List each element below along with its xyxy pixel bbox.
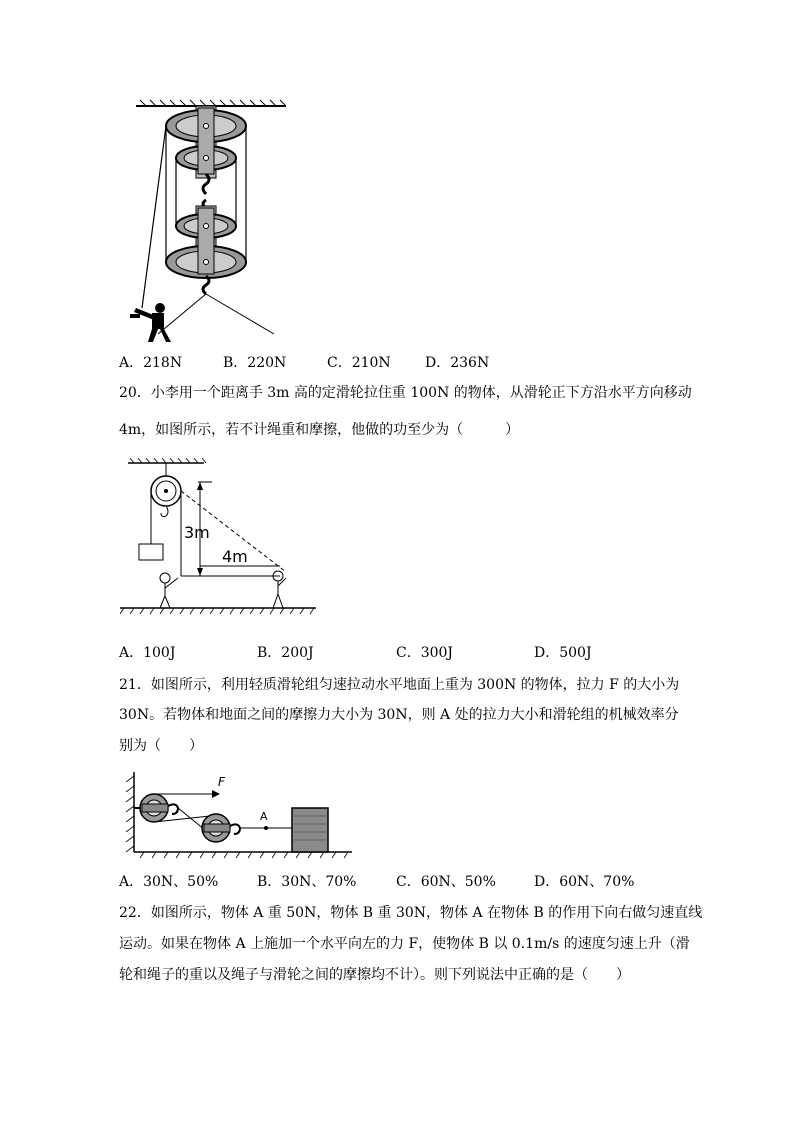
- distance-label: 4m: [222, 547, 248, 566]
- height-label: 3m: [184, 523, 210, 542]
- q20-text-line-2: 4m，如图所示，若不计绳重和摩擦，他做的功至少为（ ）: [119, 422, 520, 438]
- q19-option-b[interactable]: B．220N: [223, 355, 287, 371]
- fixed-pulley-figure: [120, 458, 320, 618]
- q20-option-a[interactable]: A．100J: [119, 645, 176, 661]
- q19-option-a[interactable]: A．218N: [119, 355, 183, 371]
- q21-option-a[interactable]: A．30N、50%: [119, 874, 219, 890]
- pulley-system-figure: [120, 768, 356, 860]
- q20-text-line-1: 20．小李用一个距离手 3m 高的定滑轮拉住重 100N 的物体，从滑轮正下方沿水平方向移动: [119, 385, 692, 401]
- q21-option-d[interactable]: D．60N、70%: [534, 874, 635, 890]
- q21-option-b[interactable]: B．30N、70%: [257, 874, 357, 890]
- q22-text-line-2: 运动。如果在物体 A 上施加一个水平向左的力 F，使物体 B 以 0.1m/s 的速度匀速上升（滑: [119, 936, 690, 952]
- q20-option-b[interactable]: B．200J: [257, 645, 314, 661]
- q21-text-line-1: 21．如图所示，利用轻质滑轮组匀速拉动水平地面上重为 300N 的物体，拉力 F 的大小为: [119, 677, 680, 693]
- q22-text-line-1: 22．如图所示，物体 A 重 50N，物体 B 重 30N，物体 A 在物体 B 的作用下向右做匀速直线: [119, 905, 703, 921]
- q19-option-c[interactable]: C．210N: [327, 355, 391, 371]
- q22-text-line-3: 轮和绳子的重以及绳子与滑轮之间的摩擦均不计）。则下列说法中正确的是（ ）: [119, 967, 630, 983]
- pulley-block-figure: [128, 96, 300, 346]
- q21-text-line-2: 30N。若物体和地面之间的摩擦力大小为 30N，则 A 处的拉力大小和滑轮组的机械效率分: [119, 707, 679, 723]
- q19-option-d[interactable]: D．236N: [425, 355, 490, 371]
- q21-option-c[interactable]: C．60N、50%: [396, 874, 496, 890]
- q20-option-d[interactable]: D．500J: [534, 645, 592, 661]
- point-a-label: A: [260, 810, 268, 823]
- q20-option-c[interactable]: C．300J: [396, 645, 454, 661]
- force-label: F: [218, 775, 225, 789]
- q21-text-line-3: 别为（ ）: [119, 738, 203, 754]
